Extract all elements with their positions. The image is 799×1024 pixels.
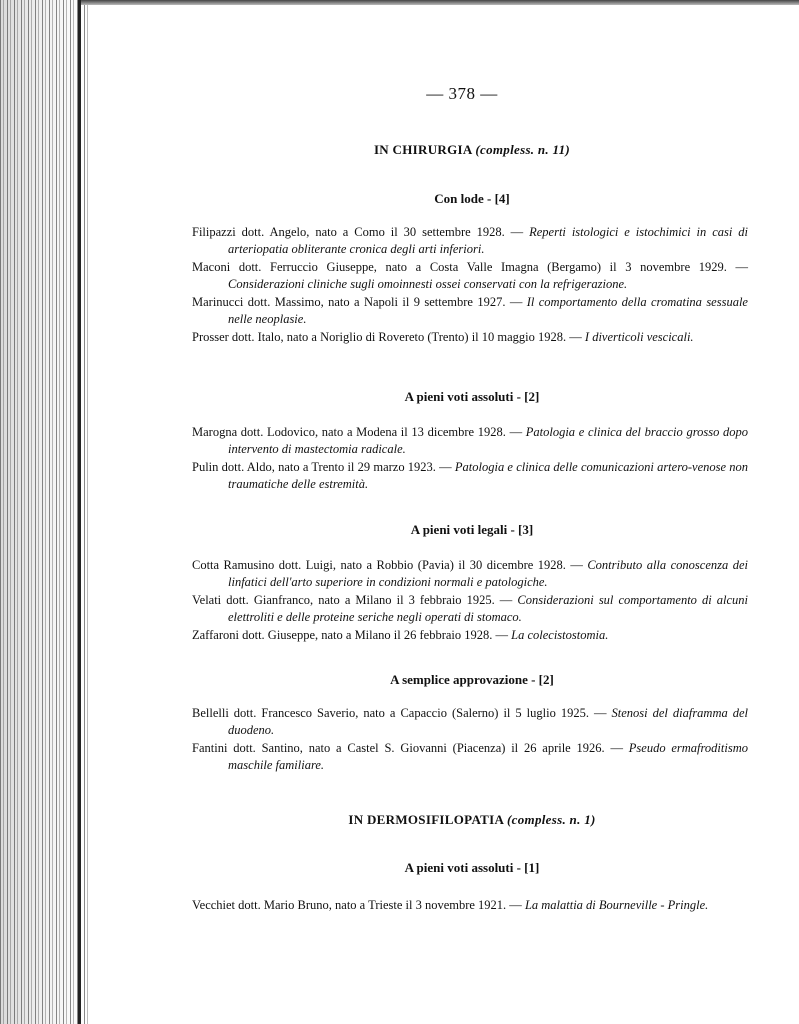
thesis-title: Patologia e clinica delle comunicazioni artero-venose non traumatiche delle estremità. [228,460,748,491]
group-heading-pieni-voti-assoluti: A pieni voti assoluti - [2] [404,389,540,404]
binding-line [78,0,81,1024]
thesis-title: I diverticoli vescicali. [584,330,694,344]
thesis-title: Contributo alla conoscenza dei linfatici dell'arto superiore in condizioni normali e patologiche. [228,558,748,589]
scanned-binding-edge [0,0,88,1024]
entry-list-pieni-voti-assoluti [192,424,748,494]
top-page-edge [81,0,799,5]
thesis-title: Considerazioni sul comportamento di alcuni elettroliti e delle proteine seriche negli operati di stomaco. [228,593,749,624]
group-heading-semplice-approvazione: A semplice approvazione - [2] [390,672,554,687]
list-item: Bellelli dott. Francesco Saverio, nato a Capaccio (Salerno) il 5 luglio 1925. — Stenosi del diaframma del duodeno. [192,706,749,737]
list-item: Pulin dott. Aldo, nato a Trento il 29 marzo 1923. — Patologia e clinica delle comunicazioni artero-venose non traumatiche delle estremità. [192,460,748,491]
entry-list-dermosifilopatia [192,897,748,915]
list-item: Filipazzi dott. Angelo, nato a Como il 30 settembre 1928. — Reperti istologici e istochimici in casi di arteriopatia obliterante cronica degli arti inferiori. [192,225,748,256]
thesis-title: La malattia di Bourneville - Pringle. [524,898,709,912]
list-item: Vecchiet dott. Mario Bruno, nato a Trieste il 3 novembre 1921. — La malattia di Bourneville - Pringle. [192,898,709,912]
thesis-title: La colecistostomia. [511,628,609,642]
thesis-title: Pseudo ermafroditismo maschile familiare. [228,741,748,772]
list-item: Cotta Ramusino dott. Luigi, nato a Robbio (Pavia) il 30 dicembre 1928. — Contributo alla conoscenza dei linfatici dell'arto superiore in condizioni normali e patologiche. [192,558,748,589]
section-title-text: IN CHIRURGIA [373,142,472,157]
thesis-title: Stenosi del diaframma del duodeno. [228,706,749,737]
list-item: Velati dott. Gianfranco, nato a Milano il 3 febbraio 1925. — Considerazioni sul comportamento di alcuni elettroliti e delle proteine seriche negli operati di stomaco. [192,593,749,624]
section-count-note: (compless. n. 1) [507,812,596,827]
thesis-title: Considerazioni cliniche sugli omoinnesti ossei conservati con la refrigerazione. [228,277,628,291]
list-item: Fantini dott. Santino, nato a Castel S. Giovanni (Piacenza) il 26 aprile 1926. — Pseudo ermafroditismo maschile familiare. [192,741,748,772]
list-item: Prosser dott. Italo, nato a Noriglio di Rovereto (Trento) il 10 maggio 1928. — I diverticoli vescicali. [192,330,694,344]
group-heading-con-lode: Con lode - [4] [434,191,510,206]
thesis-title: Reperti istologici e istochimici in casi di arteriopatia obliterante cronica degli arti inferiori. [228,225,748,256]
group-heading-dermo-pieni-voti-assoluti: A pieni voti assoluti - [1] [404,860,540,875]
section-title-text: IN DERMOSIFILOPATIA [348,812,504,827]
list-item: Zaffaroni dott. Giuseppe, nato a Milano il 26 febbraio 1928. — La colecistostomia. [192,628,609,642]
thesis-title: Patologia e clinica del braccio grosso dopo intervento di mastectomia radicale. [228,425,748,456]
list-item: Marogna dott. Lodovico, nato a Modena il 13 dicembre 1928. — Patologia e clinica del braccio grosso dopo intervento di mastectomia radicale. [192,425,748,456]
page-number: — 378 — [426,84,498,103]
list-item: Maconi dott. Ferruccio Giuseppe, nato a Costa Valle Imagna (Bergamo) il 3 novembre 1929. — Considerazioni cliniche sugli omoinnesti ossei conservati con la refrigerazione. [192,260,748,291]
thesis-title: Il comportamento della cromatina sessuale nelle neoplasie. [228,295,748,326]
section-title-chirurgia [192,142,752,158]
section-title-dermosifilopatia [192,812,752,828]
group-heading-pieni-voti-legali: A pieni voti legali - [3] [410,522,534,537]
section-count-note: (compless. n. 11) [475,142,571,157]
entry-list-pieni-voti-legali [192,557,748,645]
entry-list-con-lode [192,224,748,347]
list-item: Marinucci dott. Massimo, nato a Napoli il 9 settembre 1927. — Il comportamento della cromatina sessuale nelle neoplasie. [192,295,748,326]
entry-list-semplice-approvazione [192,705,748,775]
